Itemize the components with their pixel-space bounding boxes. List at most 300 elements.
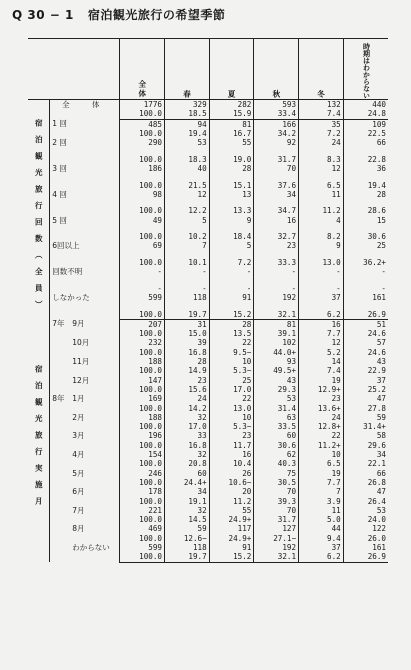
row-label [50,394,120,413]
table-cell: 100.0 [120,258,165,267]
table-cell: 7.4 [299,366,344,375]
table-cell: 22.9 [367,366,386,376]
table-cell: 11.7 [209,441,254,450]
table-cell: 12.9+ [299,385,344,394]
table-cell: 12.2 [164,206,209,215]
table-cell: 5.0 [299,515,344,524]
table-cell: - [299,267,344,284]
table-cell: 94 [164,119,209,129]
header-all: 全体 [120,39,165,100]
table-cell: 8.3 [299,155,344,164]
table-cell: 188 [120,357,165,366]
table-cell: 24.9+ [209,534,254,543]
table-cell: 31.7 [254,515,299,524]
table-cell: - [209,284,254,293]
table-cell: 22 [209,338,254,347]
table-cell: 9.4 [299,534,344,543]
table-row-count [28,450,388,459]
question-title: 宿泊観光旅行の希望季節 [87,8,226,22]
row-label-text: 回数不明 [52,267,83,277]
table-cell: 207 [120,319,165,329]
table-cell: 132 [299,100,344,110]
table-cell: 53 [164,138,209,155]
table-cell: 19.4 [367,180,386,190]
table-cell: 100.0 [120,348,165,357]
table-cell: 91 [209,293,254,310]
table-cell: 7.2 [299,129,344,138]
table-cell: - [209,267,254,284]
table-cell: 290 [120,138,165,155]
row-label-text: 3月 [72,431,85,441]
row-label [50,138,120,164]
row-label-text: 11月 [72,357,90,367]
table-cell: 100.0 [120,515,165,524]
table-cell: 16.8 [164,348,209,357]
table-cell: 32.1 [254,552,299,562]
table-cell: 28.6 [367,206,386,216]
table-cell: 6.2 [299,310,344,320]
table-cell: 15.9 [209,109,254,119]
table-cell: 8.2 [299,232,344,241]
table-cell: 81 [209,119,254,129]
table-cell: 282 [209,100,254,110]
table-cell: 22.8 [367,154,386,164]
table-cell: 29.6 [367,440,386,450]
row-label [50,376,120,395]
table-cell: 100.0 [120,232,165,241]
table-cell: 31.4 [254,404,299,413]
header-autumn: 秋 [254,39,299,100]
table-cell: 55 [209,138,254,155]
table-row-count [28,524,388,533]
table-cell: 34 [254,190,299,207]
table-cell: 37 [299,543,344,552]
table-cell: 14.5 [164,515,209,524]
table-cell: 232 [120,338,165,347]
table-cell: 186 [120,164,165,181]
table-row-count [28,267,388,284]
table-cell: 30.6 [254,441,299,450]
table-cell: 154 [120,450,165,459]
table-cell: 7.7 [299,329,344,338]
table-cell: 66 [376,468,386,478]
row-label-text: 6回以上 [52,241,80,251]
section-blank [28,100,50,120]
table-cell: 28 [209,319,254,329]
table-row-count [28,190,388,207]
table-cell: 13.5 [209,329,254,338]
table-cell: 27.1− [254,534,299,543]
row-label-text: 4 回 [52,189,67,199]
table-cell: 221 [120,506,165,515]
table-cell: 43 [254,376,299,385]
header-summer: 夏 [209,39,254,100]
table-cell: 16.8 [164,441,209,450]
table-cell: 24.6 [367,347,386,357]
table-cell: 100.0 [120,497,165,506]
table-cell: 44.0+ [254,348,299,357]
table-row-count [28,469,388,478]
row-label-text: 2月 [72,412,85,422]
table-cell: 24.8 [343,109,388,119]
table-cell: 7 [164,241,209,258]
table-cell: 13.3 [209,206,254,215]
table-cell: 59 [164,524,209,533]
table-cell: 11 [299,506,344,515]
row-label [50,469,120,488]
table-cell: 18.4 [209,232,254,241]
table-cell: 13.0 [209,404,254,413]
row-label-text: 6月 [72,487,85,497]
table-cell: 24 [299,413,344,422]
table-row-count [28,293,388,310]
table-cell: 10.1 [164,258,209,267]
table-cell: 13 [209,190,254,207]
table-cell: 20 [209,487,254,496]
table-cell: 19 [299,376,344,385]
table-cell: 59 [376,412,386,422]
table-cell: 24.6 [367,329,386,339]
table-cell: 17.0 [209,385,254,394]
table-row-count [28,357,388,366]
table-cell: 31.7 [254,155,299,164]
row-label [50,100,120,120]
table-cell: 47 [376,394,386,404]
table-cell: 7.4 [299,109,344,119]
table-cell: 18.3 [164,155,209,164]
table-cell: 100.0 [120,441,165,450]
row-label [50,267,120,293]
table-cell: 593 [254,100,299,110]
row-label [50,119,120,138]
table-cell: 17.0 [164,422,209,431]
table-cell: 100.0 [120,478,165,487]
table-cell: 15 [376,215,386,225]
table-row-count [28,413,388,422]
table-cell: 49.5+ [254,366,299,375]
table-cell: 147 [120,376,165,385]
table-cell: 22.1 [367,459,386,469]
table-cell: 100.0 [120,385,165,394]
table-cell: 5.2 [299,348,344,357]
table-cell: 7.7 [299,478,344,487]
table-cell: 32 [164,413,209,422]
table-cell: 20.8 [164,459,209,468]
table-cell: 34.2 [254,129,299,138]
table-cell: 12 [299,338,344,347]
table-cell: 70 [254,506,299,515]
table-cell: 15.0 [164,329,209,338]
table-cell: 25.2 [367,384,386,394]
table-cell: 66 [376,138,386,148]
table-cell: 18.5 [164,109,209,119]
table-cell: 12.8+ [299,422,344,431]
table-cell: 33.4 [254,109,299,119]
table-cell: 100.0 [120,329,165,338]
table-cell: 37 [376,375,386,385]
table-cell: 14.2 [164,404,209,413]
table-cell: 24.4+ [164,478,209,487]
table-cell: 192 [254,543,299,552]
table-cell: 9 [209,216,254,233]
table-cell: 100.0 [120,206,165,215]
table-cell: 24 [299,138,344,155]
table-cell: 70 [254,487,299,496]
table-cell: 192 [254,293,299,310]
table-cell: 7.2 [209,258,254,267]
row-label-text: 1 回 [52,119,67,129]
table-cell: 98 [120,190,165,207]
table-cell: 92 [254,138,299,155]
row-year-text: 8年 [52,394,65,404]
table-cell: 39.1 [254,329,299,338]
table-cell: 102 [254,338,299,347]
row-label-text: 9月 [72,319,85,329]
row-label-text: 7月 [72,505,85,515]
table-cell: 33.3 [254,258,299,267]
table-cell: 117 [209,524,254,533]
table-cell: 15.1 [209,181,254,190]
table-cell: 34 [376,450,386,460]
row-label-text: 8月 [72,524,85,534]
table-cell: 35 [299,119,344,129]
table-cell: 53 [254,394,299,403]
table-cell: 188 [120,413,165,422]
row-label [50,164,120,190]
table-cell: 28 [376,189,386,199]
table-cell: 161 [372,293,386,303]
row-label-text: 2 回 [52,138,67,148]
table-cell: 91 [209,543,254,552]
table-cell: - [254,284,299,293]
table-cell: 34.7 [254,206,299,215]
table-cell: 22 [299,431,344,440]
table-cell: 10.2 [164,232,209,241]
table-cell: 329 [164,100,209,110]
table-cell: 30.6 [367,232,386,242]
section-label-text: 宿泊観光旅行回数（全員） [34,119,44,318]
table-cell: 6.5 [299,181,344,190]
table-row-count [28,319,388,329]
table-cell: 28 [164,357,209,366]
table-cell: 26.9 [343,310,388,320]
table-cell: 100.0 [120,129,165,138]
table-row-count [28,138,388,155]
table-cell: 16 [209,450,254,459]
row-label-text: しなかった [52,293,90,303]
table-cell: 5 [164,216,209,233]
table-cell: - [120,267,165,284]
table-cell: 24.9+ [209,515,254,524]
table-cell: 19.7 [164,310,209,320]
table-cell: 166 [254,119,299,129]
table-cell: 9.5− [209,348,254,357]
table-cell: 14.9 [164,366,209,375]
table-cell: 118 [164,543,209,552]
table-cell: 100.0 [120,366,165,375]
table-cell: 11 [299,190,344,207]
table-cell: 16 [299,319,344,329]
table-cell: 100.0 [120,310,165,320]
table-cell: 63 [254,413,299,422]
table-cell: 12 [164,190,209,207]
table-cell: 19.4 [164,129,209,138]
table-cell: 57 [376,338,386,348]
table-cell: 22.5 [367,128,386,138]
table-cell: 21.5 [164,181,209,190]
table-cell: 37.6 [254,181,299,190]
table-row-count [28,431,388,440]
table-cell: 118 [164,293,209,310]
table-cell: 51 [376,319,386,329]
row-label [50,338,120,357]
table-cell: 100.0 [120,404,165,413]
table-cell: 40.3 [254,459,299,468]
table-cell: 178 [120,487,165,496]
table-cell: 25 [209,376,254,385]
table-cell: 19.1 [164,497,209,506]
table-cell: 39.3 [254,497,299,506]
table-cell: - [120,284,165,293]
table-cell: 23 [254,241,299,258]
table-cell: 23 [164,376,209,385]
table-cell: 100.0 [120,534,165,543]
table-cell: 32 [164,450,209,459]
table-cell: 196 [120,431,165,440]
table-cell: 75 [254,469,299,478]
table-cell: 32.7 [254,232,299,241]
section-label [28,119,50,319]
table-cell: 440 [372,100,386,109]
table-row-count [28,216,388,233]
table-cell: 30.5 [254,478,299,487]
table-cell: 69 [120,241,165,258]
table-cell: 5.3− [209,366,254,375]
table-cell: 1776 [120,100,165,110]
table-cell: 161 [372,543,386,553]
table-cell: 53 [376,505,386,515]
table-cell: 60 [254,431,299,440]
table-row-count [28,241,388,258]
table-cell: 10.6− [209,478,254,487]
row-label [50,524,120,543]
table-cell: 33.5 [254,422,299,431]
table-cell: 169 [120,394,165,403]
header-winter: 冬 [299,39,344,100]
table-cell: 32 [164,506,209,515]
row-label [50,216,120,242]
row-label-text: 5月 [72,468,85,478]
row-label [50,487,120,506]
table-cell: 100.0 [120,155,165,164]
table-cell: 23 [299,394,344,403]
table-cell: 100.0 [120,422,165,431]
table-cell: 100.0 [120,181,165,190]
table-cell: 49 [120,216,165,233]
table-row-count [28,506,388,515]
table-cell: 485 [120,119,165,129]
header-unknown: 時期はわからない [343,39,388,100]
section-label-text: 宿泊観光旅行実施月 [34,365,44,514]
table-cell: 5.3− [209,422,254,431]
table-cell: 33 [164,431,209,440]
table-cell: 43 [376,357,386,367]
table-cell: 9 [299,241,344,258]
table-cell: 70 [254,164,299,181]
table-row-count [28,487,388,496]
table-cell: 14 [299,357,344,366]
table-cell: 34 [164,487,209,496]
table-cell: 28 [209,164,254,181]
table-cell: 11.2 [299,206,344,215]
table-cell: 39 [164,338,209,347]
table-cell: 23 [209,431,254,440]
table-cell: 10 [209,357,254,366]
row-label [50,357,120,376]
table-row-count [28,543,388,552]
table-cell: 100.0 [120,109,165,119]
row-label-text: 3 回 [52,164,67,173]
row-label [50,241,120,267]
row-label-text: 4月 [72,450,85,460]
table-cell: - [164,284,209,293]
row-label [50,319,120,338]
table-cell: 100.0 [120,459,165,468]
table-cell: 37 [299,293,344,310]
table-cell: - [299,284,344,293]
header-row [28,39,388,100]
table-cell: 15.2 [209,310,254,320]
table-cell: 7 [299,487,344,496]
table-cell: 16 [254,216,299,233]
table-cell: 10.4 [209,459,254,468]
table-cell: 13.6+ [299,404,344,413]
table-cell: 100.0 [120,552,165,562]
section-label [28,319,50,562]
table-cell: 31.4+ [363,422,386,432]
row-year-text: 7年 [52,319,65,329]
table-cell: 22 [209,394,254,403]
table-cell: 11.2+ [299,441,344,450]
table-cell: 40 [164,164,209,181]
table-cell: 44 [299,524,344,533]
table-cell: 6.2 [299,552,344,562]
table-cell: 5 [209,241,254,258]
row-label [50,543,120,562]
table-cell: 60 [164,469,209,478]
table-cell: 599 [120,293,165,310]
header-spring: 春 [164,39,209,100]
table-cell: 15.6 [164,385,209,394]
table-cell: 599 [120,543,165,552]
row-label-text: わからない [72,543,110,553]
table-cell: 122 [372,524,386,534]
table-cell: 24 [164,394,209,403]
question-number: Q 30 − 1 [12,8,74,22]
row-label-text: 5 回 [52,215,67,225]
table-cell: 36.2+ [363,257,386,267]
table-cell: 26.9 [343,552,388,562]
table-cell: 469 [120,524,165,533]
row-label [50,450,120,469]
table-row-count [28,376,388,385]
row-label-text: 12月 [72,375,90,385]
table-row-count [28,119,388,129]
table-cell: 19.7 [164,552,209,562]
table-cell: 62 [254,450,299,459]
table-row-count [28,100,388,110]
table-cell: - [381,267,386,277]
